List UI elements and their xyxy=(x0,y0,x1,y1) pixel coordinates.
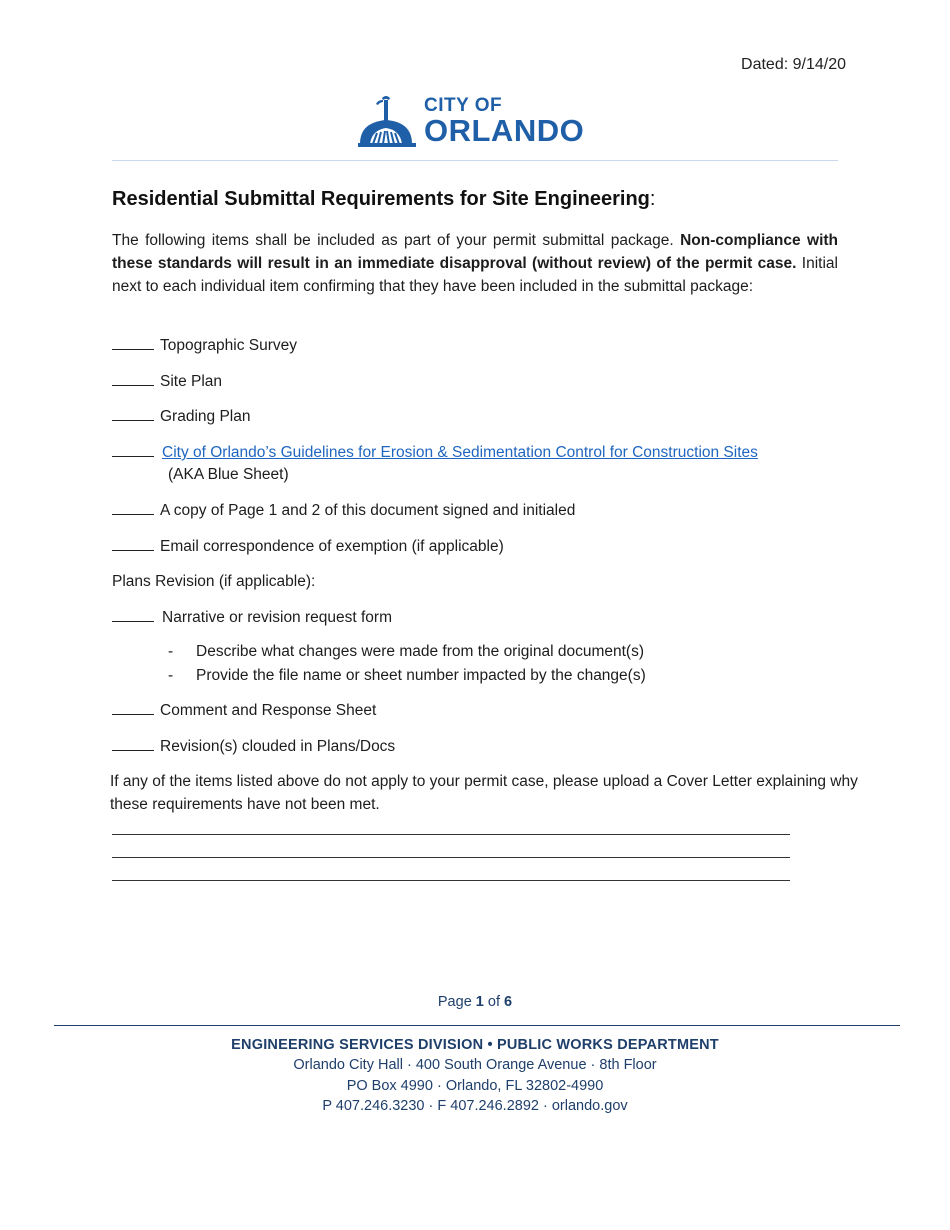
item-label: Narrative or revision request form xyxy=(162,609,392,626)
plans-revision-heading: Plans Revision (if applicable): xyxy=(112,573,316,590)
initial-blank[interactable] xyxy=(112,607,154,622)
page-number xyxy=(0,994,950,1010)
fountain-logo-icon xyxy=(356,94,420,148)
initial-blank[interactable] xyxy=(112,335,154,350)
page-current: 1 xyxy=(475,994,484,1010)
cover-letter-note: If any of the items listed above do not apply to your permit case, please upload a Cover Letter explaining why these requirements have not been met. xyxy=(110,773,858,813)
item-topographic-survey xyxy=(112,335,297,357)
footer-contact: P 407.246.3230 · F 407.246.2892 · orlando.gov xyxy=(322,1098,628,1114)
bullet-file-name: - Provide the file name or sheet number impacted by the change(s) xyxy=(168,667,646,684)
item-revisions-clouded xyxy=(112,736,395,758)
page-total: 6 xyxy=(504,994,513,1010)
title-text: Residential Submittal Requirements for Site Engineering xyxy=(112,188,650,210)
initial-blank[interactable] xyxy=(112,500,154,515)
initial-blank[interactable] xyxy=(112,406,154,421)
bullet-text: Provide the file name or sheet number impacted by the change(s) xyxy=(196,667,646,684)
logo-city-of: CITY OF xyxy=(424,95,503,116)
intro-text-1: The following items shall be included as part of your permit submittal package. xyxy=(112,232,681,249)
item-narrative-form xyxy=(112,607,392,629)
item-label: Site Plan xyxy=(160,373,223,390)
bullet-text: Describe what changes were made from the original document(s) xyxy=(196,643,644,660)
page-of: of xyxy=(483,994,505,1010)
item-label: Email correspondence of exemption (if applicable) xyxy=(160,538,504,555)
title-colon: : xyxy=(649,188,656,210)
logo-orlando: ORLANDO xyxy=(424,113,585,148)
page-title xyxy=(112,188,655,211)
item-label: Topographic Survey xyxy=(160,337,297,354)
item-email-exemption xyxy=(112,536,504,558)
item-erosion-guidelines xyxy=(112,442,758,464)
footer-divider xyxy=(54,1025,900,1026)
item-label: Grading Plan xyxy=(160,408,251,425)
explanation-line-2[interactable] xyxy=(112,857,790,858)
header-divider xyxy=(112,160,838,161)
footer-department: ENGINEERING SERVICES DIVISION • PUBLIC WORKS DEPARTMENT xyxy=(231,1037,719,1053)
footer-address-1: Orlando City Hall · 400 South Orange Avenue · 8th Floor xyxy=(293,1057,657,1073)
item-comment-response xyxy=(112,700,376,722)
footer-address-2: PO Box 4990 · Orlando, FL 32802-4990 xyxy=(346,1078,604,1094)
city-of-orlando-logo xyxy=(356,94,596,150)
erosion-guidelines-link[interactable]: City of Orlando’s Guidelines for Erosion & Sedimentation Control for Construction Sites xyxy=(162,444,758,461)
intro-text-2: Initial next to each individual item confirming that they have been included in the submittal package: xyxy=(112,255,838,295)
intro-bold-warning: Non-compliance with these standards will result in an immediate disapproval (without review) of the permit case. xyxy=(112,232,839,272)
initial-blank[interactable] xyxy=(112,700,154,715)
initial-blank[interactable] xyxy=(112,371,154,386)
item-grading-plan xyxy=(112,406,250,428)
initial-blank[interactable] xyxy=(112,736,154,751)
explanation-line-3[interactable] xyxy=(112,880,790,881)
initial-blank[interactable] xyxy=(112,442,154,457)
item-label: Comment and Response Sheet xyxy=(160,702,377,719)
bullet-describe-changes: - Describe what changes were made from the original document(s) xyxy=(168,643,644,660)
intro-paragraph xyxy=(112,229,838,298)
dated-label: Dated: 9/14/20 xyxy=(741,56,846,73)
item-blue-sheet-note: (AKA Blue Sheet) xyxy=(168,466,289,483)
item-site-plan xyxy=(112,371,222,393)
item-label: A copy of Page 1 and 2 of this document signed and initialed xyxy=(160,502,576,519)
initial-blank[interactable] xyxy=(112,536,154,551)
explanation-line-1[interactable] xyxy=(112,834,790,835)
page-prefix: Page xyxy=(437,994,476,1010)
item-label: Revision(s) clouded in Plans/Docs xyxy=(160,738,396,755)
item-copy-page-1-2 xyxy=(112,500,575,522)
